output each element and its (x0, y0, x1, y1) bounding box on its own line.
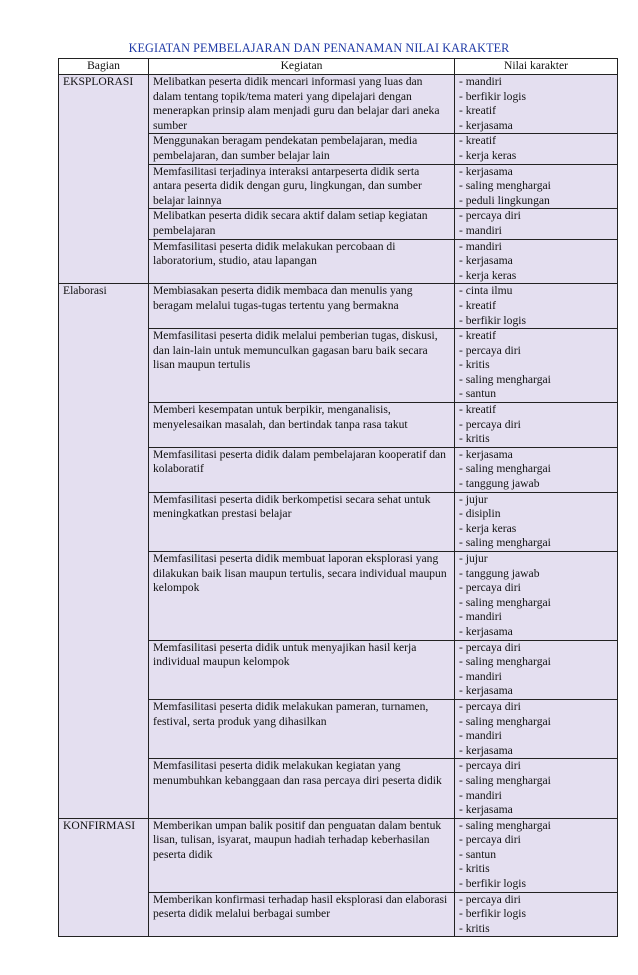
nilai-karakter-cell (455, 640, 618, 699)
nilai-karakter-item: - kreatif (459, 329, 497, 343)
header-bagian: Bagian (59, 59, 149, 75)
nilai-karakter-list (459, 641, 613, 699)
section-konfirmasi-label: KONFIRMASI (59, 818, 149, 937)
header-nilai-karakter: Nilai karakter (455, 59, 618, 75)
nilai-karakter-item: - kreatif (459, 134, 497, 148)
nilai-karakter-item: - kreatif (459, 298, 497, 312)
nilai-karakter-list (459, 700, 613, 758)
nilai-karakter-item: - mandiri (459, 669, 502, 683)
nilai-karakter-cell (455, 239, 618, 284)
nilai-karakter-item: - disiplin (459, 507, 501, 521)
nilai-karakter-item: - percaya diri (459, 892, 521, 906)
nilai-karakter-item: - saling menghargai (459, 655, 551, 669)
nilai-karakter-item: - saling menghargai (459, 595, 551, 609)
nilai-karakter-cell (455, 492, 618, 551)
nilai-karakter-item: - peduli lingkungan (459, 193, 550, 207)
nilai-karakter-item: - mandiri (459, 223, 502, 237)
kegiatan-cell: Memfasilitasi peserta didik membuat laporan eksplorasi yang dilakukan baik lisan maupun tertulis, secara individual maupun kelompok (149, 552, 455, 641)
nilai-karakter-list (459, 209, 613, 238)
kegiatan-cell: Memfasilitasi peserta didik melalui pemberian tugas, diskusi, dan lain-lain untuk memunculkan gagasan baru baik secara lisan maupun tertulis (149, 329, 455, 403)
kegiatan-cell: Melibatkan peserta didik mencari informasi yang luas dan dalam tentang topik/tema materi yang dipelajari dengan menerapkan prinsip alam menjadi guru dan belajar dari aneka sumber (149, 75, 455, 134)
nilai-karakter-cell (455, 75, 618, 134)
nilai-karakter-list (459, 284, 613, 328)
table-row (59, 284, 618, 329)
nilai-karakter-item: - saling menghargai (459, 179, 551, 193)
nilai-karakter-list (459, 552, 613, 640)
nilai-karakter-item: - mandiri (459, 75, 502, 88)
nilai-karakter-list (459, 893, 613, 937)
nilai-karakter-item: - percaya diri (459, 209, 521, 223)
nilai-karakter-cell (455, 552, 618, 641)
kegiatan-cell: Memfasilitasi terjadinya interaksi antarpeserta didik serta antara peserta didik dengan guru, lingkungan, dan sumber belajar lainnya (149, 164, 455, 209)
nilai-karakter-item: - mandiri (459, 788, 502, 802)
kegiatan-cell: Memfasilitasi peserta didik berkompetisi secara sehat untuk meningkatkan prestasi belajar (149, 492, 455, 551)
nilai-karakter-item: - saling menghargai (459, 773, 551, 787)
document-title: KEGIATAN PEMBELAJARAN DAN PENANAMAN NILAI KARAKTER (128, 41, 510, 55)
nilai-karakter-cell (455, 329, 618, 403)
nilai-karakter-item: - saling menghargai (459, 372, 551, 386)
nilai-karakter-item: - percaya diri (459, 699, 521, 713)
nilai-karakter-item: - saling menghargai (459, 714, 551, 728)
nilai-karakter-item: - santun (459, 847, 497, 861)
nilai-karakter-item: - kerjasama (459, 743, 513, 757)
header-kegiatan: Kegiatan (149, 59, 455, 75)
nilai-karakter-list (459, 134, 613, 163)
nilai-karakter-cell (455, 818, 618, 892)
nilai-karakter-cell (455, 403, 618, 448)
nilai-karakter-item: - berfikir logis (459, 313, 526, 327)
nilai-karakter-item: - kerja keras (459, 268, 517, 282)
nilai-karakter-item: - tanggung jawab (459, 477, 540, 491)
nilai-karakter-item: - mandiri (459, 610, 502, 624)
nilai-karakter-item: - mandiri (459, 729, 502, 743)
kegiatan-cell: Memfasilitasi peserta didik melakukan percobaan di laboratorium, studio, atau lapangan (149, 239, 455, 284)
nilai-karakter-cell (455, 699, 618, 758)
nilai-karakter-list (459, 240, 613, 284)
nilai-karakter-item: - kritis (459, 358, 490, 372)
nilai-karakter-item: - saling menghargai (459, 536, 551, 550)
nilai-karakter-list (459, 759, 613, 817)
nilai-karakter-item: - kerjasama (459, 254, 513, 268)
nilai-karakter-item: - kerja keras (459, 521, 517, 535)
nilai-karakter-item: - percaya diri (459, 833, 521, 847)
nilai-karakter-list (459, 403, 613, 447)
nilai-karakter-item: - kritis (459, 862, 490, 876)
nilai-karakter-item: - santun (459, 387, 497, 401)
kegiatan-cell: Memfasilitasi peserta didik dalam pembelajaran kooperatif dan kolaboratif (149, 447, 455, 492)
nilai-karakter-item: - kreatif (459, 104, 497, 118)
nilai-karakter-list (459, 448, 613, 492)
table-header-row (59, 59, 618, 75)
nilai-karakter-item: - kerjasama (459, 684, 513, 698)
nilai-karakter-item: - jujur (459, 492, 488, 506)
nilai-karakter-item: - berfikir logis (459, 907, 526, 921)
nilai-karakter-item: - tanggung jawab (459, 566, 540, 580)
nilai-karakter-item: - cinta ilmu (459, 284, 513, 298)
nilai-karakter-cell (455, 892, 618, 937)
nilai-karakter-list (459, 165, 613, 209)
nilai-karakter-list (459, 329, 613, 402)
nilai-karakter-item: - percaya diri (459, 759, 521, 773)
kegiatan-cell: Memberi kesempatan untuk berpikir, menganalisis, menyelesaikan masalah, dan bertindak tanpa rasa takut (149, 403, 455, 448)
nilai-karakter-item: - percaya diri (459, 581, 521, 595)
nilai-karakter-item: - kerjasama (459, 803, 513, 817)
nilai-karakter-item: - berfikir logis (459, 877, 526, 891)
kegiatan-cell: Memfasilitasi peserta didik melakukan kegiatan yang menumbuhkan kebanggaan dan rasa percaya diri peserta didik (149, 759, 455, 818)
nilai-karakter-item: - percaya diri (459, 343, 521, 357)
nilai-karakter-list (459, 75, 613, 133)
nilai-karakter-item: - kerjasama (459, 447, 513, 461)
nilai-karakter-cell (455, 759, 618, 818)
nilai-karakter-cell (455, 209, 618, 239)
section-elaborasi-label: Elaborasi (59, 284, 149, 818)
nilai-karakter-item: - percaya diri (459, 417, 521, 431)
table-row (59, 818, 618, 892)
kegiatan-cell: Memberikan konfirmasi terhadap hasil eksplorasi dan elaborasi peserta didik melalui berbagai sumber (149, 892, 455, 937)
nilai-karakter-item: - kerjasama (459, 164, 513, 178)
nilai-karakter-item: - kreatif (459, 403, 497, 417)
nilai-karakter-item: - percaya diri (459, 640, 521, 654)
karakter-table (58, 58, 618, 937)
table-row (59, 75, 618, 134)
nilai-karakter-item: - kerjasama (459, 624, 513, 638)
nilai-karakter-list (459, 493, 613, 551)
nilai-karakter-item: - kritis (459, 921, 490, 935)
nilai-karakter-item: - kritis (459, 432, 490, 446)
nilai-karakter-item: - kerjasama (459, 118, 513, 132)
kegiatan-cell: Memberikan umpan balik positif dan penguatan dalam bentuk lisan, tulisan, isyarat, maupun hadiah terhadap keberhasilan peserta didik (149, 818, 455, 892)
nilai-karakter-item: - mandiri (459, 239, 502, 253)
nilai-karakter-item: - saling menghargai (459, 818, 551, 832)
nilai-karakter-list (459, 819, 613, 892)
nilai-karakter-cell (455, 134, 618, 164)
nilai-karakter-cell (455, 447, 618, 492)
nilai-karakter-cell (455, 164, 618, 209)
nilai-karakter-item: - kerja keras (459, 148, 517, 162)
nilai-karakter-cell (455, 284, 618, 329)
nilai-karakter-item: - saling menghargai (459, 462, 551, 476)
kegiatan-cell: Memfasilitasi peserta didik untuk menyajikan hasil kerja individual maupun kelompok (149, 640, 455, 699)
kegiatan-cell: Menggunakan beragam pendekatan pembelajaran, media pembelajaran, dan sumber belajar lain (149, 134, 455, 164)
section-eksplorasi-label: EKSPLORASI (59, 75, 149, 284)
kegiatan-cell: Membiasakan peserta didik membaca dan menulis yang beragam melalui tugas-tugas tertentu yang bermakna (149, 284, 455, 329)
nilai-karakter-item: - berfikir logis (459, 89, 526, 103)
kegiatan-cell: Memfasilitasi peserta didik melakukan pameran, turnamen, festival, serta produk yang dihasilkan (149, 699, 455, 758)
kegiatan-cell: Melibatkan peserta didik secara aktif dalam setiap kegiatan pembelajaran (149, 209, 455, 239)
nilai-karakter-item: - jujur (459, 552, 488, 565)
